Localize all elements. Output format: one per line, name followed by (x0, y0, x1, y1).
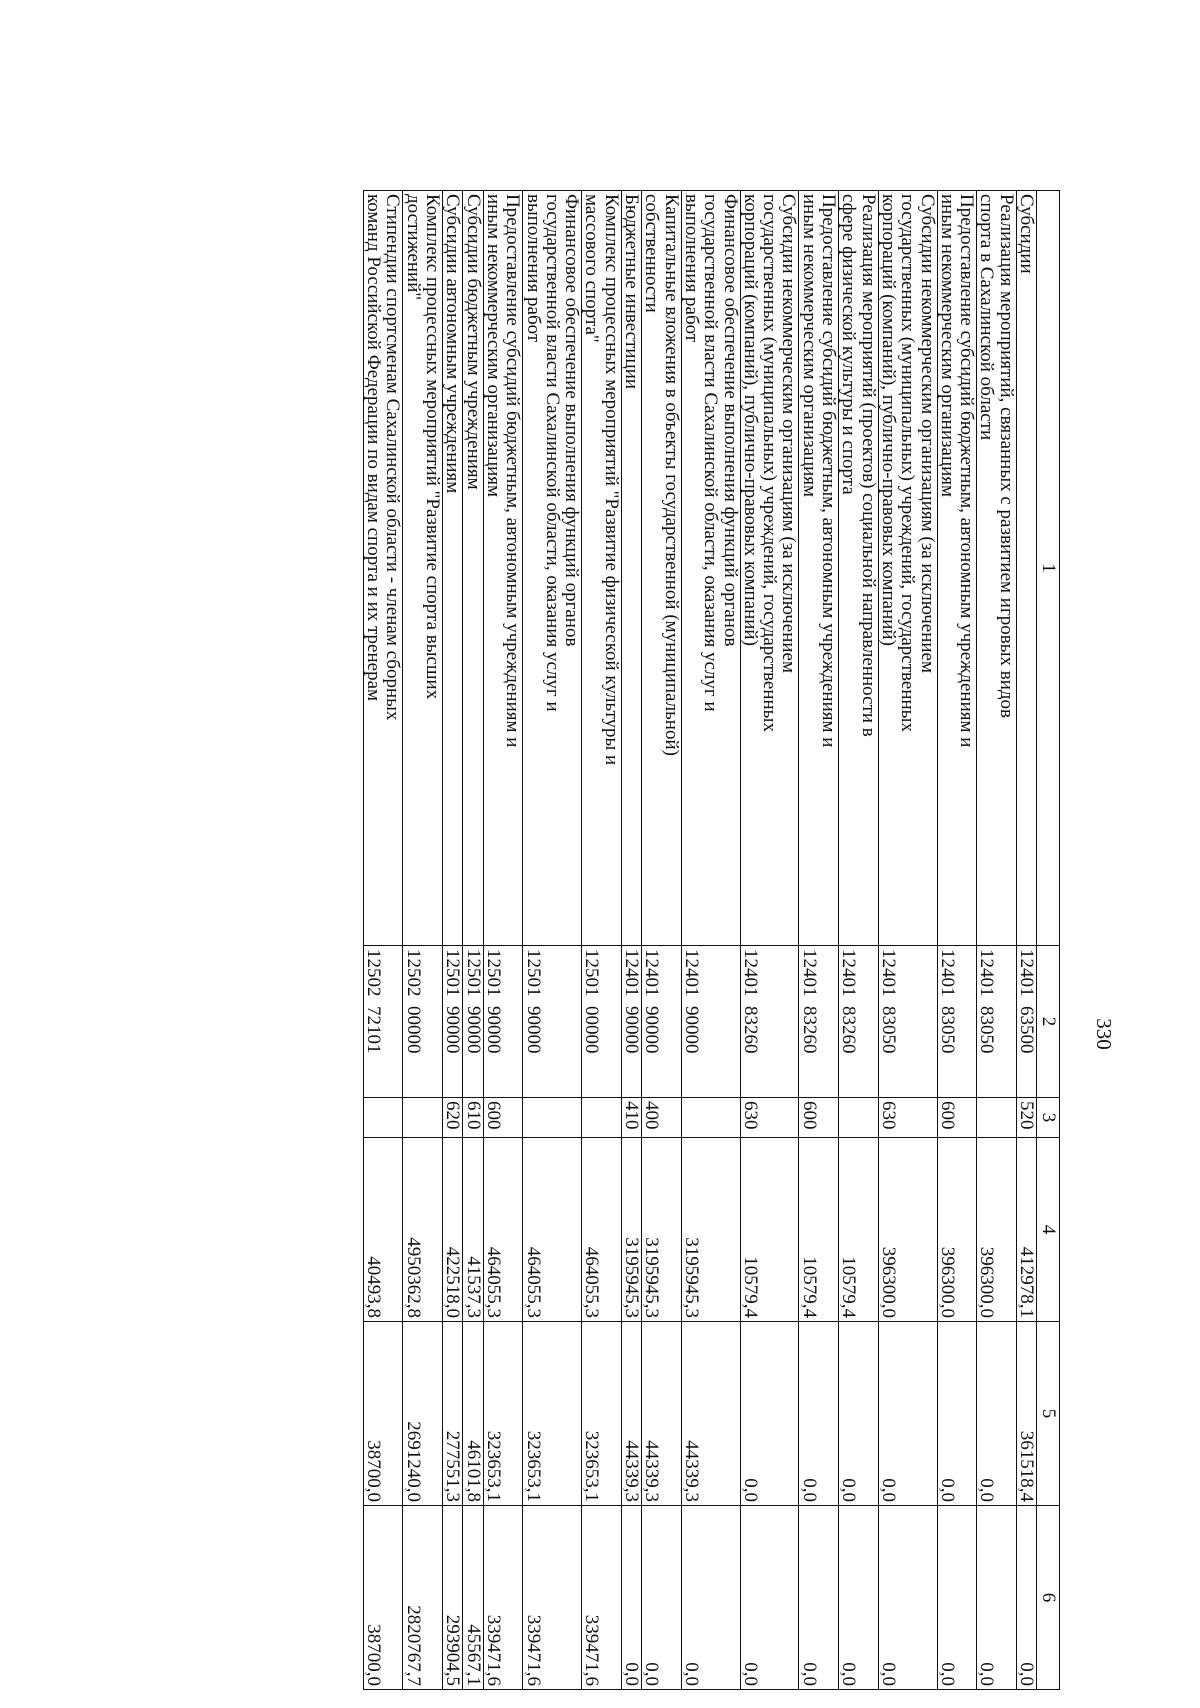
row-name-line: команд Российской Федерации по видам спорта и их тренерам (363, 194, 385, 702)
row-value-col5: 323653,1 (523, 1322, 582, 1506)
row-name-cell (740, 191, 799, 946)
header-col-3: 3 (1037, 1098, 1060, 1138)
row-value-col5: 38700,0 (363, 1322, 403, 1506)
row-name-cell (839, 191, 879, 946)
row-kvr-cell: 600 (483, 1098, 523, 1138)
row-value-col5: 44339,3 (681, 1322, 740, 1506)
row-value-col4: 40493,8 (363, 1138, 403, 1322)
header-col-1: 1 (1037, 191, 1060, 946)
row-code-cell: 12501 90000 (463, 946, 483, 1098)
row-name-line: Субсидии некоммерческим организациям (за исключением (778, 194, 800, 673)
row-value-col5: 277551,3 (443, 1322, 463, 1506)
row-name-line: Бюджетные инвестиции (621, 194, 643, 390)
page-number: 330 (1092, 1018, 1116, 1050)
row-kvr-cell (363, 1098, 403, 1138)
row-name-line: Субсидии некоммерческим организациям (за исключением (916, 194, 938, 673)
row-value-col6: 0,0 (1016, 1506, 1036, 1690)
row-value-col5: 323653,1 (582, 1322, 622, 1506)
table-row (483, 191, 523, 1690)
row-code-cell: 12501 90000 (443, 946, 463, 1098)
table-row (363, 191, 403, 1690)
row-value-col4: 3195945,3 (621, 1138, 641, 1322)
table-row (523, 191, 582, 1690)
header-col-5: 5 (1037, 1322, 1060, 1506)
row-value-col6: 0,0 (681, 1506, 740, 1690)
row-value-col4: 3195945,3 (681, 1138, 740, 1322)
row-value-col6: 2820767,7 (403, 1506, 443, 1690)
table-row (977, 191, 1017, 1690)
row-code-cell: 12401 83260 (839, 946, 879, 1098)
row-value-col6: 0,0 (642, 1506, 682, 1690)
row-value-col4: 10579,4 (799, 1138, 839, 1322)
row-value-col5: 44339,3 (642, 1322, 682, 1506)
row-value-col6: 0,0 (839, 1506, 879, 1690)
row-name-line: Комплекс процессных мероприятий "Развитие физической культуры и (600, 194, 622, 766)
row-name-line: сфере физической культуры и спорта (838, 194, 860, 495)
row-kvr-cell (403, 1098, 443, 1138)
row-code-cell: 12401 83260 (740, 946, 799, 1098)
row-value-col4: 4950362,8 (403, 1138, 443, 1322)
row-value-col6: 339471,6 (582, 1506, 622, 1690)
row-name-line: государственной власти Сахалинской области, оказания услуг и (700, 194, 722, 712)
row-name-cell (621, 191, 641, 946)
row-name-line: иным некоммерческим организациям (482, 194, 504, 498)
row-name-cell (878, 191, 937, 946)
row-value-col5: 0,0 (937, 1322, 977, 1506)
row-value-col5: 323653,1 (483, 1322, 523, 1506)
row-name-line: Предоставление субсидий бюджетным, автономным учреждениям и (502, 194, 524, 748)
row-kvr-cell: 630 (878, 1098, 937, 1138)
row-code-cell: 12501 90000 (523, 946, 582, 1098)
header-col-4: 4 (1037, 1138, 1060, 1322)
row-value-col5: 44339,3 (621, 1322, 641, 1506)
table-row (799, 191, 839, 1690)
row-name-line: выполнения работ (680, 194, 702, 343)
row-name-line: Субсидии (1016, 194, 1037, 274)
row-kvr-cell: 620 (443, 1098, 463, 1138)
table-row (681, 191, 740, 1690)
table-row (443, 191, 463, 1690)
row-value-col5: 0,0 (799, 1322, 839, 1506)
row-name-line: иным некоммерческим организациям (798, 194, 820, 498)
row-value-col6: 339471,6 (483, 1506, 523, 1690)
row-value-col5: 0,0 (839, 1322, 879, 1506)
row-value-col4: 41537,3 (463, 1138, 483, 1322)
row-code-cell: 12401 90000 (681, 946, 740, 1098)
row-name-line: Финансовое обеспечение выполнения функций органов (561, 194, 583, 647)
row-value-col4: 396300,0 (937, 1138, 977, 1322)
row-value-col5: 0,0 (740, 1322, 799, 1506)
row-value-col4: 10579,4 (740, 1138, 799, 1322)
row-value-col6: 0,0 (937, 1506, 977, 1690)
row-kvr-cell (582, 1098, 622, 1138)
row-value-col5: 0,0 (878, 1322, 937, 1506)
row-kvr-cell (839, 1098, 879, 1138)
row-value-col6: 0,0 (621, 1506, 641, 1690)
header-col-6: 6 (1037, 1506, 1060, 1690)
table-row (1016, 191, 1036, 1690)
row-kvr-cell: 410 (621, 1098, 641, 1138)
row-name-cell (977, 191, 1017, 946)
row-value-col4: 464055,3 (523, 1138, 582, 1322)
row-value-col4: 3195945,3 (642, 1138, 682, 1322)
row-name-line: Финансовое обеспечение выполнения функций органов (719, 194, 741, 647)
row-value-col6: 0,0 (740, 1506, 799, 1690)
table-body (363, 191, 1036, 1690)
row-name-cell (363, 191, 403, 946)
row-name-line: Комплекс процессных мероприятий "Развитие спорта высших (422, 194, 444, 700)
row-value-col4: 464055,3 (483, 1138, 523, 1322)
row-value-col4: 422518,0 (443, 1138, 463, 1322)
row-name-cell (1016, 191, 1036, 946)
table-row (621, 191, 641, 1690)
row-code-cell: 12502 72101 (363, 946, 403, 1098)
row-name-cell (681, 191, 740, 946)
row-name-line: государственной власти Сахалинской области, оказания услуг и (541, 194, 563, 712)
row-value-col6: 339471,6 (523, 1506, 582, 1690)
row-name-cell (937, 191, 977, 946)
table-row (463, 191, 483, 1690)
row-value-col6: 293904,5 (443, 1506, 463, 1690)
table-row (878, 191, 937, 1690)
row-code-cell: 12401 83260 (799, 946, 839, 1098)
row-value-col6: 0,0 (977, 1506, 1017, 1690)
row-value-col6: 0,0 (878, 1506, 937, 1690)
row-name-line: корпораций (компаний), публично-правовых компаний) (877, 194, 899, 646)
row-kvr-cell (681, 1098, 740, 1138)
row-name-cell (523, 191, 582, 946)
row-name-line: собственности (641, 194, 663, 313)
row-name-cell (463, 191, 483, 946)
header-col-2: 2 (1037, 946, 1060, 1098)
row-code-cell: 12501 90000 (483, 946, 523, 1098)
row-value-col4: 464055,3 (582, 1138, 622, 1322)
row-value-col4: 412978,1 (1016, 1138, 1036, 1322)
row-name-line: спорта в Сахалинской области (976, 194, 998, 441)
row-value-col5: 2691240,0 (403, 1322, 443, 1506)
row-kvr-cell (523, 1098, 582, 1138)
row-value-col5: 46101,8 (463, 1322, 483, 1506)
table-row (839, 191, 879, 1690)
row-code-cell: 12401 83050 (937, 946, 977, 1098)
row-name-cell (582, 191, 622, 946)
row-kvr-cell: 630 (740, 1098, 799, 1138)
row-name-line: государственных (муниципальных) учреждений, государственных (759, 194, 781, 732)
row-name-line: Предоставление субсидий бюджетным, автономным учреждениям и (956, 194, 978, 748)
row-value-col6: 45567,1 (463, 1506, 483, 1690)
row-kvr-cell: 600 (799, 1098, 839, 1138)
row-name-cell (483, 191, 523, 946)
row-code-cell: 12401 63500 (1016, 946, 1036, 1098)
row-value-col4: 10579,4 (839, 1138, 879, 1322)
row-kvr-cell (977, 1098, 1017, 1138)
budget-table-container (363, 190, 1060, 1690)
row-name-line: Предоставление субсидий бюджетным, автономным учреждениям и (818, 194, 840, 748)
row-name-line: достижений" (402, 194, 424, 301)
row-code-cell: 12401 83050 (878, 946, 937, 1098)
row-value-col4: 396300,0 (878, 1138, 937, 1322)
row-name-cell (443, 191, 463, 946)
row-kvr-cell: 600 (937, 1098, 977, 1138)
row-name-line: корпораций (компаний), публично-правовых компаний) (739, 194, 761, 646)
row-name-line: Реализация мероприятий (проектов) социальной направленности в (857, 194, 879, 737)
row-name-cell (403, 191, 443, 946)
table-row (642, 191, 682, 1690)
row-code-cell: 12401 90000 (621, 946, 641, 1098)
row-name-line: Реализация мероприятий, связанных с развитием игровых видов (995, 194, 1017, 719)
row-value-col5: 361518,4 (1016, 1322, 1036, 1506)
table-header-row (1037, 191, 1060, 1690)
table-row (403, 191, 443, 1690)
row-value-col6: 0,0 (799, 1506, 839, 1690)
row-kvr-cell: 520 (1016, 1098, 1036, 1138)
table-row (937, 191, 977, 1690)
row-name-line: государственных (муниципальных) учреждений, государственных (897, 194, 919, 732)
budget-table (363, 190, 1060, 1690)
row-code-cell: 12401 83050 (977, 946, 1017, 1098)
table-row (582, 191, 622, 1690)
row-kvr-cell: 610 (463, 1098, 483, 1138)
row-name-line: Капитальные вложения в объекты государственной (муниципальной) (660, 194, 682, 756)
row-name-line: Субсидии бюджетным учреждениям (462, 194, 484, 490)
row-code-cell: 12502 00000 (403, 946, 443, 1098)
row-name-cell (799, 191, 839, 946)
row-name-line: Субсидии автономным учреждениям (442, 194, 464, 494)
row-name-line: массового спорта" (581, 194, 603, 343)
row-kvr-cell: 400 (642, 1098, 682, 1138)
row-name-cell (642, 191, 682, 946)
row-name-line: выполнения работ (522, 194, 544, 343)
row-value-col4: 396300,0 (977, 1138, 1017, 1322)
row-value-col6: 38700,0 (363, 1506, 403, 1690)
row-code-cell: 12401 90000 (642, 946, 682, 1098)
table-row (740, 191, 799, 1690)
row-name-line: иным некоммерческим организациям (936, 194, 958, 498)
row-code-cell: 12501 00000 (582, 946, 622, 1098)
row-name-line: Стипендии спортсменам Сахалинской области - членам сборных (382, 194, 404, 721)
row-value-col5: 0,0 (977, 1322, 1017, 1506)
